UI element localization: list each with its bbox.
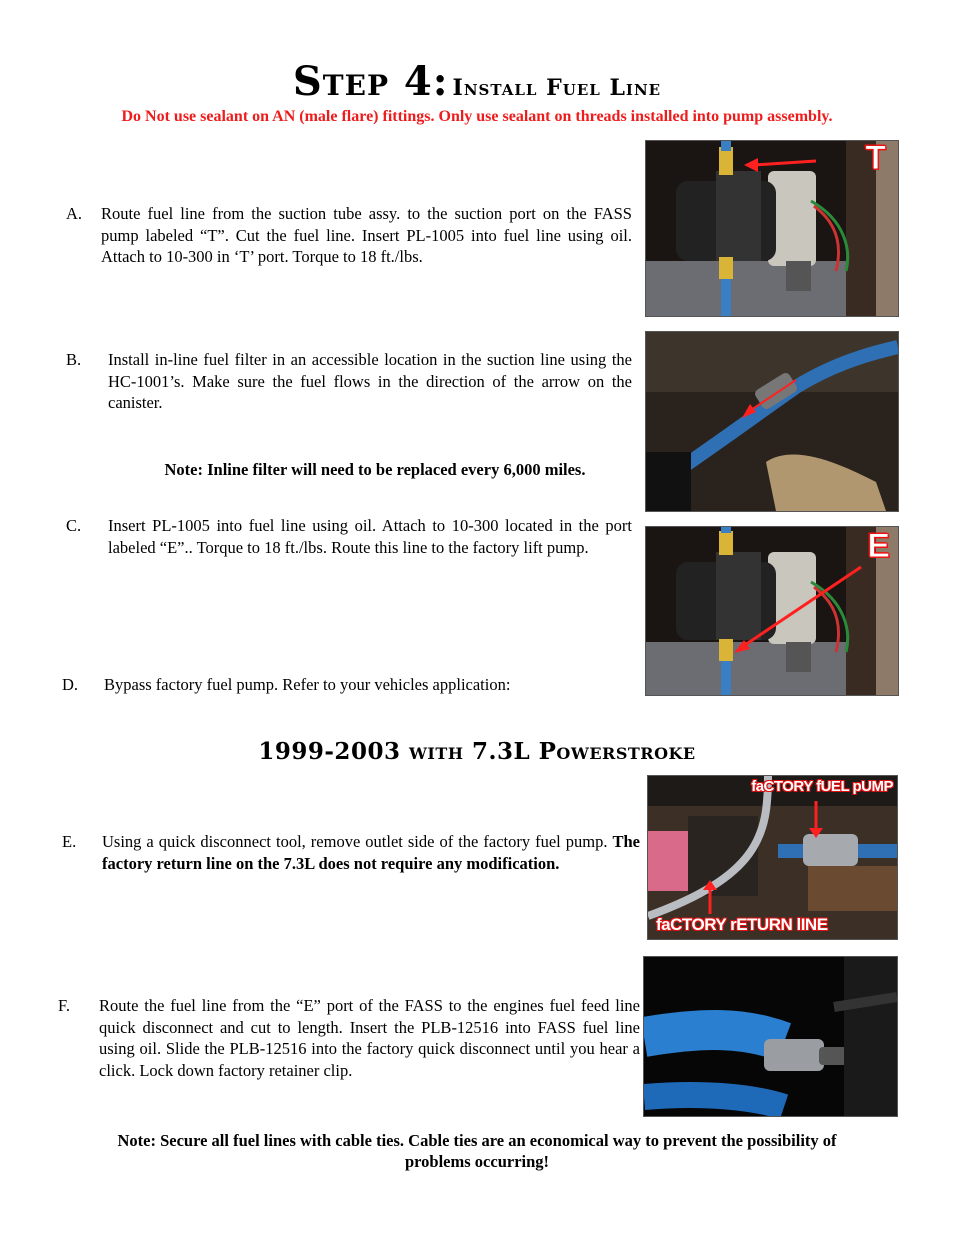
- step-d: [62, 674, 632, 696]
- photo-t-label: T: [865, 140, 886, 177]
- step-c: [66, 515, 632, 585]
- photo-quick-disconnect-image: [644, 957, 897, 1116]
- photo-e-label: E: [867, 527, 890, 565]
- step-a: [66, 203, 632, 273]
- step-a-text: Route fuel line from the suction tube assy. to the suction port on the FASS pump labeled “T”. Cut the fuel line. Insert PL-1005 into fuel line using oil. Attach to 10-300 in ‘T’ port. Torque to 18 ft./lbs.: [101, 204, 632, 266]
- vehicle-subheading: 1999-2003 with 7.3L Powerstroke: [258, 738, 696, 765]
- photo-factory-pump-caption: faCTORY fUEL pUMP: [751, 778, 893, 795]
- filter-note: Note: Inline filter will need to be replaced every 6,000 miles.: [164, 460, 586, 479]
- step-e-text: [102, 831, 640, 874]
- photo-inline-filter-image: [646, 332, 898, 511]
- photo-factory-pump: [647, 775, 898, 940]
- photo-quick-disconnect: [643, 956, 898, 1117]
- photo-pump-t-port: [645, 140, 899, 317]
- step-d-text: Bypass factory fuel pump. Refer to your vehicles application:: [104, 675, 511, 694]
- page-title: [0, 58, 954, 105]
- step-b: [66, 349, 632, 419]
- step-c-letter: C.: [66, 516, 82, 535]
- step-a-letter: A.: [66, 204, 83, 223]
- step-f-text: Route the fuel line from the “E” port of the FASS to the engines fuel feed line quick disconnect and cut to length. Insert the PLB-12516 into FASS fuel line using oil. Slide the PLB-12516 into the factory quick disconnect until you hear a click. Lock down factory retainer clip.: [99, 996, 640, 1080]
- step-b-letter: B.: [66, 350, 82, 369]
- photo-pump-t-port-image: [646, 141, 898, 316]
- step-f: [58, 995, 640, 1085]
- step-f-letter: F.: [58, 996, 70, 1015]
- cable-ties-note: Note: Secure all fuel lines with cable ties. Cable ties are an economical way to prevent the possibility of problems occurring!: [117, 1131, 837, 1171]
- step-b-text: Install in-line fuel filter in an accessible location in the suction line using the HC-1001’s. Make sure the fuel flows in the direction of the arrow on the canister.: [108, 350, 632, 412]
- photo-pump-e-port-image: [646, 527, 898, 695]
- step-e-text-plain: Using a quick disconnect tool, remove outlet side of the factory fuel pump.: [102, 832, 608, 851]
- step-e-letter: E.: [62, 832, 77, 851]
- step-e-text-bold: The factory return line on the 7.3L does not require any modification.: [102, 832, 641, 873]
- step-c-text: Insert PL-1005 into fuel line using oil. Attach to 10-300 located in the port labeled “E”.. Torque to 18 ft./lbs. Route this line to the factory lift pump.: [108, 516, 632, 557]
- step-e: [62, 831, 640, 901]
- sealant-warning: Do Not use sealant on AN (male flare) fittings. Only use sealant on threads installed into pump assembly.: [121, 108, 833, 125]
- title-step: Step 4:: [292, 58, 449, 105]
- photo-pump-e-port: [645, 526, 899, 696]
- title-install: Install Fuel Line: [452, 75, 662, 101]
- photo-return-line-caption: faCTORY rETURN lINE: [656, 915, 828, 934]
- photo-inline-filter: [645, 331, 899, 512]
- step-d-letter: D.: [62, 675, 79, 694]
